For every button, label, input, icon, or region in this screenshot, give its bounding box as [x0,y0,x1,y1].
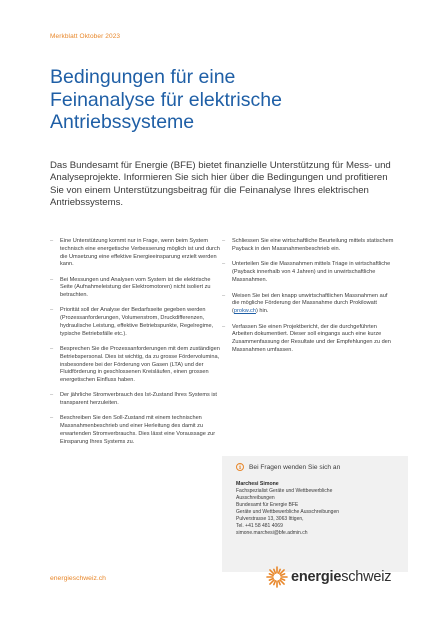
logo-word-bold: energie [291,569,342,585]
contact-email[interactable]: simone.marchesi@bfe.admin.ch [236,530,308,536]
list-item-text: ) hin. [255,308,269,315]
bullet-marker: – [50,415,54,422]
bullet-marker: – [50,346,54,353]
list-item-text: Verfassen Sie einen Projektbericht, der die durchgeführten Arbeiten dokumentiert. Dieser soll eingangs auch eine kurze Zusammenfassung der Resultate und der Empfehlungen zu den Massnahmen umfassen. [232,323,391,353]
contact-phone[interactable]: Tel. +41 58 481 4069 [236,523,283,529]
contact-line: Bundesamt für Energie BFE [236,502,299,508]
logo-ray [281,579,285,581]
bullet-marker: – [50,307,54,314]
contact-address: Pulverstrasse 13, 3063 Ittigen, [236,516,304,522]
title-line: Feinanalyse für elektrische [50,88,282,111]
logo-ray [274,581,276,585]
energieschweiz-logo [266,566,391,588]
bullet-marker: – [50,392,54,399]
list-item [50,307,220,338]
logo-ray [269,579,273,581]
logo-ray [274,569,276,573]
list-item [50,415,220,446]
logo-word-light: schweiz [341,569,392,585]
contact-box [222,456,408,572]
list-item-text: Unterteilen Sie die Massnahmen mittels Triage in wirtschaftliche (Payback innerhalb von 4 Jahren) und in unwirtschaftliche Massnahmen. [232,261,391,283]
bullet-marker: – [222,238,226,244]
list-item [222,261,394,284]
list-item-text: Schliessen Sie eine wirtschaftliche Beurteilung mittels statischem Payback in den Massnahmenbeschrieb ein. [232,238,394,252]
bullet-marker: – [50,238,54,244]
bullet-marker: – [50,276,54,283]
logo-ray [281,574,285,576]
list-item [222,324,394,355]
logo-ray [279,569,281,573]
list-item [222,293,394,316]
logo-ray [270,570,274,574]
list-item-text: Beschreiben Sie den Soll-Zustand mit einem technischen Massnahmenbeschrieb und einer Herleitung des damit zu erwartenden Stromverbrauchs. Dies lässt eine Voraussage zur Einsparung Ihres Systems zu. [60,415,216,445]
logo-ray [270,580,274,584]
sun-logo-icon [266,566,288,588]
list-item-text: Der jährliche Stromverbrauch des Ist-Zustand Ihres Systems ist transparent herzuleiten. [60,392,217,407]
logo-ray [280,580,284,584]
document-meta: Merkblatt Oktober 2023 [50,33,121,40]
lead-paragraph: Das Bundesamt für Energie (BFE) bietet finanzielle Unterstützung für Mess- und Analyseprojekte. Informieren Sie sich hier über die Bedingungen und profitieren Sie von einem Unterstützungsbeitrag für die Feinanalyse Ihres elektrischen Antriebssystems. [50,160,391,209]
logo-ray [280,570,284,574]
title-line: Bedingungen für eine [50,66,236,88]
contact-line: Geräte und Wettbewerbliche Ausschreibungen [236,509,340,515]
logo-wordmark [291,569,391,585]
list-item-text: Eine Unterstützung kommt nur in Frage, wenn beim System technisch eine energetische Verbesserung möglich ist und durch die Umsetzung eine effektive Energieeinsparung erzielt werden kann. [60,238,220,268]
contact-heading [236,463,398,471]
bullet-marker: – [222,323,226,330]
page-title [50,66,390,134]
list-item-text: Weisen Sie bei den knapp unwirtschaftlichen Massnahmen auf die mögliche Förderung der Massnahme durch Prokilowatt ( [232,292,388,315]
list-item [50,238,220,269]
list-item [50,277,220,300]
contact-line: Fachspezialist Geräte und Wettbewerbliche [236,488,333,494]
list-item [50,392,220,408]
bullet-marker: – [222,261,226,268]
bullet-marker: – [222,292,226,299]
logo-ray [269,574,273,576]
contact-name: Marchesi Simone [236,481,279,487]
list-item [222,238,394,254]
list-item-text: Besprechen Sie die Prozessanforderungen mit dem zuständigen Betriebspersonal. Dies ist wichtig, da zu grosse Fördervolumina, insbesondere bei der Förderung von Gasen (LTA) und der Fluidförderung in geschlossenen Kreisläufen, einen grossen energetischen Einfluss haben. [60,346,220,384]
list-item-text: Priorität soll der Analyse der Bedarfsseite gegeben werden (Prozessanforderungen, Volumenstrom, Druckdifferenzen, hydraulische Leistung, effektive Betriebspunkte, Regelregime, typische Betriebsfälle etc.). [60,307,214,337]
contact-heading-text: Bei Fragen wenden Sie sich an [249,463,341,471]
title-line: Antriebssysteme [50,111,195,133]
bullet-list-right [222,238,394,363]
list-item-text: Bei Messungen und Analysen vom System ist die elektrische Seite (Aufnahmeleistung der Elektromotoren) nicht isoliert zu betrachten. [60,276,211,299]
info-icon: i [236,463,244,471]
prokw-link[interactable]: prokw.ch [233,308,256,315]
bullet-list-left [50,238,220,454]
footer-url[interactable]: energieschweiz.ch [50,575,106,582]
logo-ray [279,581,281,585]
list-item [50,346,220,385]
contact-line: Ausschreibungen [236,495,275,501]
